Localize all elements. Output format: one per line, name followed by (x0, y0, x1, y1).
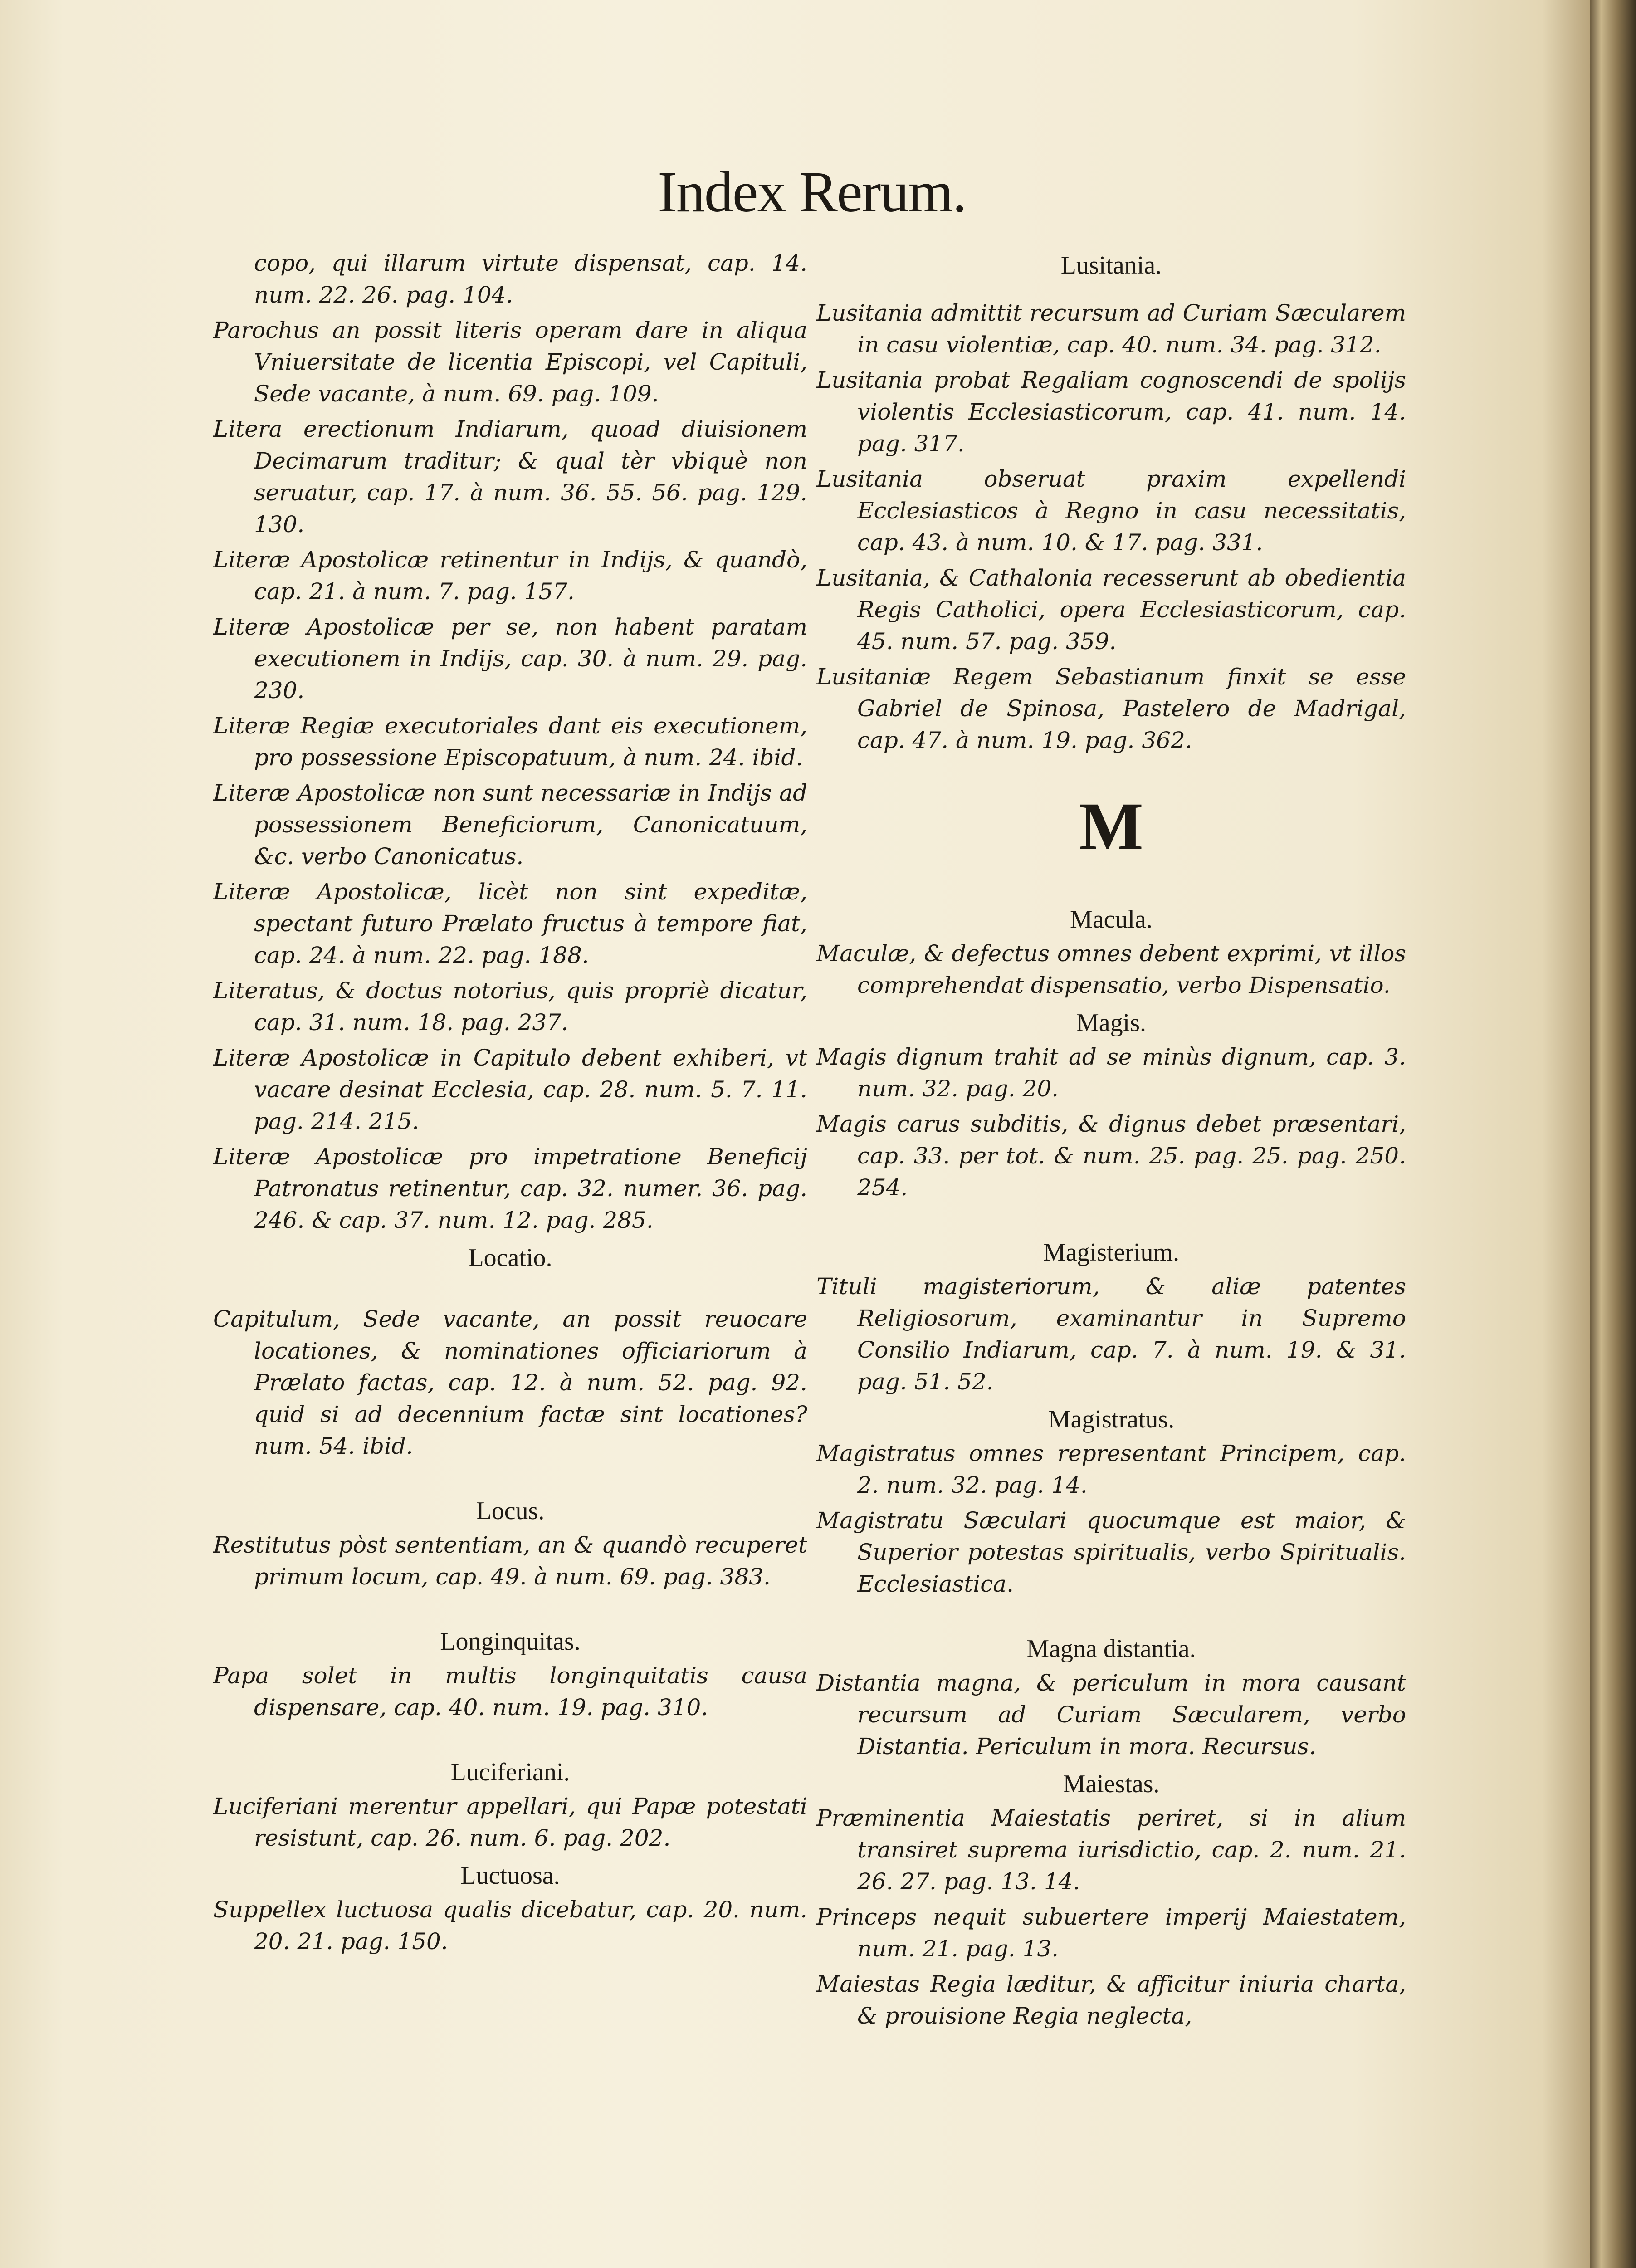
index-heading: Macula. (1070, 905, 1153, 934)
index-heading: Luciferiani. (450, 1758, 570, 1786)
index-entry: Literæ Apostolicæ per se, non habent paratam executionem in Indijs, cap. 30. à num. 29. pag. 230. (213, 614, 807, 704)
index-entry: Luciferiani merentur appellari, qui Papæ potestati resistunt, cap. 26. num. 6. pag. 202. (213, 1793, 807, 1851)
index-entry: Lusitania probat Regaliam cognoscendi de spolijs violentis Ecclesiasticorum, cap. 41. num. 14. pag. 317. (816, 367, 1406, 457)
index-entry: Magis dignum trahit ad se minùs dignum, cap. 3. num. 32. pag. 20. (816, 1044, 1406, 1102)
index-heading: Magisterium. (1043, 1238, 1180, 1266)
index-entry: Lusitaniæ Regem Sebastianum finxit se esse Gabriel de Spinosa, Pastelero de Madrigal, cap. 47. à num. 19. pag. 362. (816, 664, 1406, 753)
spacer (816, 284, 1406, 297)
index-heading: Lusitania. (1060, 251, 1162, 279)
index-heading: Locatio. (468, 1244, 552, 1272)
index-entry: Magistratus omnes representant Principem, cap. 2. num. 32. pag. 14. (816, 1440, 1406, 1498)
index-heading: Locus. (476, 1497, 545, 1525)
index-entry: Lusitania, & Cathalonia recesserunt ab obedientia Regis Catholici, opera Ecclesiasticorum, cap. 45. num. 57. pag. 359. (816, 565, 1406, 655)
index-entry: Literæ Regiæ executoriales dant eis executionem, pro possessione Episcopatuum, à num. 24. ibid. (213, 713, 807, 771)
index-heading: Luctuosa. (460, 1862, 560, 1890)
index-entry: Lusitania obseruat praxim expellendi Ecclesiasticos à Regno in casu necessitatis, cap. 43. à num. 10. & 17. pag. 331. (816, 466, 1406, 556)
spacer (213, 1466, 807, 1493)
index-entry: Litera erectionum Indiarum, quoad diuisionem Decimarum traditur; & qual tèr vbiquè non seruatur, cap. 17. à num. 36. 55. 56. pag. 129. 130. (213, 416, 807, 538)
index-heading: Magis. (1076, 1009, 1146, 1037)
spacer (213, 1727, 807, 1754)
index-entry: Literatus, & doctus notorius, quis propriè dicatur, cap. 31. num. 18. pag. 237. (213, 978, 807, 1036)
section-letter: M (1079, 789, 1143, 864)
index-entry: Magis carus subditis, & dignus debet præsentari, cap. 33. per tot. & num. 25. pag. 25. pag. 250. 254. (816, 1111, 1406, 1201)
index-entry: Capitulum, Sede vacante, an possit reuocare locationes, & nominationes officiariorum à Prælato factas, cap. 12. à num. 52. pag. 92. quid si ad decennium factæ sint locationes? num. 54. ibid. (213, 1306, 807, 1459)
left-column (213, 247, 807, 1961)
spacer (213, 1596, 807, 1623)
index-heading: Maiestas. (1063, 1770, 1160, 1798)
index-entry: Literæ Apostolicæ in Capitulo debent exhiberi, vt vacare desinat Ecclesia, cap. 28. num. 5. 7. 11. pag. 214. 215. (213, 1045, 807, 1134)
index-entry: Maiestas Regia læditur, & afficitur iniuria charta, & prouisione Regia neglecta, (816, 1971, 1406, 2029)
index-heading: Magna distantia. (1026, 1635, 1196, 1663)
index-entry: Præminentia Maiestatis periret, si in alium transiret suprema iurisdictio, cap. 2. num. 21. 26. 27. pag. 13. 14. (816, 1805, 1406, 1895)
index-entry: Papa solet in multis longinquitatis causa dispensare, cap. 40. num. 19. pag. 310. (213, 1662, 807, 1721)
index-entry: Tituli magisteriorum, & aliæ patentes Religiosorum, examinantur in Supremo Consilio Indiarum, cap. 7. à num. 19. & 31. pag. 51. 52. (816, 1273, 1406, 1395)
index-entry: Suppellex luctuosa qualis dicebatur, cap. 20. num. 20. 21. pag. 150. (213, 1897, 807, 1955)
index-entry-continued: copo, qui illarum virtute dispensat, cap. 14. num. 22. 26. pag. 104. (254, 250, 807, 308)
index-entry: Parochus an possit literis operam dare in aliqua Vniuersitate de licentia Episcopi, vel Capituli, Sede vacante, à num. 69. pag. 109. (213, 317, 807, 407)
index-entry: Literæ Apostolicæ pro impetratione Beneficij Patronatus retinentur, cap. 32. numer. 36. pag. 246. & cap. 37. num. 12. pag. 285. (213, 1144, 807, 1233)
index-entry: Literæ Apostolicæ, licèt non sint expeditæ, spectant futuro Prælato fructus à tempore fiat, cap. 24. à num. 22. pag. 188. (213, 879, 807, 968)
book-spine (1590, 0, 1636, 2268)
index-entry: Lusitania admittit recursum ad Curiam Sæcularem in casu violentiæ, cap. 40. num. 34. pag. 312. (816, 300, 1406, 358)
index-entry: Maculæ, & defectus omnes debent exprimi, vt illos comprehendat dispensatio, verbo Dispensatio. (816, 940, 1406, 998)
index-entry: Magistratu Sæculari quocumque est maior, & Superior potestas spiritualis, verbo Spiritualis. Ecclesiastica. (816, 1507, 1406, 1597)
right-column (816, 247, 1406, 2035)
running-head: Index Rerum. (658, 160, 966, 224)
index-entry: Distantia magna, & periculum in mora causant recursum ad Curiam Sæcularem, verbo Distantia. Periculum in mora. Recursus. (816, 1670, 1406, 1760)
index-heading: Longinquitas. (440, 1628, 581, 1656)
spacer (816, 1207, 1406, 1234)
spacer (213, 1276, 807, 1303)
index-entry: Princeps nequit subuertere imperij Maiestatem, num. 21. pag. 13. (816, 1904, 1406, 1962)
index-heading: Magistratus. (1048, 1405, 1175, 1433)
index-entry: Literæ Apostolicæ retinentur in Indijs, & quandò, cap. 21. à num. 7. pag. 157. (213, 547, 807, 605)
index-entry: Restitutus pòst sententiam, an & quandò recuperet primum locum, cap. 49. à num. 69. pag. 383. (213, 1532, 807, 1590)
index-entry: Literæ Apostolicæ non sunt necessariæ in Indijs ad possessionem Beneficiorum, Canonicatuum, &c. verbo Canonicatus. (213, 780, 807, 870)
spacer (816, 1603, 1406, 1631)
